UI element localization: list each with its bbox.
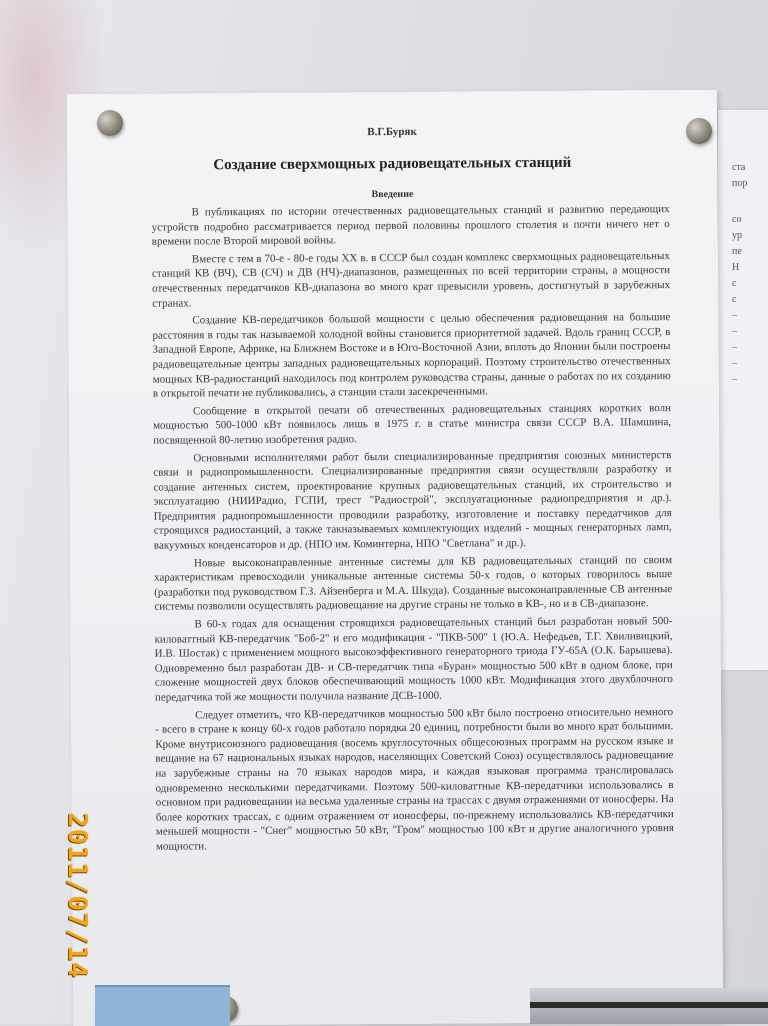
fragment: Н [732,262,740,273]
fragment: – [732,310,737,321]
document-body [68,202,723,855]
paragraph: Новые высоконаправленные антенные системы для КВ радиовещательных станций по своим характеристикам превосходили уникальные антенные системы 50-х годов, о которых говорилось выше (разработки под руководством Г.З. Айзенберга и М.А. Шкуда). Созданные высоконаправленные СВ антенные системы позволили осуществлять радиовещание на другие страны не только в КВ-, но и в СВ-диапазоне. [154,553,673,614]
adjacent-sheet [718,110,768,670]
fragment: пор [732,178,748,189]
paragraph: В публикациях по истории отечественных радиовещательных станций и развитию передающих устройств подробно рассматривается период первой половины прошлого столетия и почти ничего нет о времени после Второй мировой войны. [151,203,670,248]
fragment: с [732,294,737,305]
author: В.Г.Буряк [367,125,417,139]
fragment: ста [732,162,746,173]
paragraph: Сообщение в открытой печати об отечественных радиовещательных станциях коротких волн мощностью 500-1000 кВт появилось лишь в 1975 г. в статье министра связи СССР В.А. Шамшина, посвященной 80-летию изобретения радио. [153,401,672,447]
fragment: – [732,326,737,337]
fragment: со [732,214,742,225]
pushpin-icon [686,118,712,144]
fragment: с [732,278,737,289]
paragraph: Основными исполнителями работ были специализированные предприятия союзных министерств связи и радиопромышленности. Специализированные предприятия связи осуществляли разработку и создание антенных систем, проектирование крупных радиовещательных станций, их строительство и эксплуатацию (НИИРадио, ГСПИ, трест "Радиострой", эксплуатационные радиопредприятия и др.). Предприятия радиопромышленности проводили разработку, изготовление и поставку передатчиков для строящихся радиостанций, а также такназываемых комплектующих изделий - мощных генераторных ламп, вакуумных конденсаторов и др. (НПО им. Коминтерна, НПО "Светлана" и др.). [153,448,672,552]
paragraph: Следует отметить, что КВ-передатчиков мощностью 500 кВт было построено относительно немного - всего в стране к концу 60-х годов работало порядка 20 единиц, потребности были во много крат большими. Кроме внутрисоюзного радиовещания (восемь круглосуточных общесоюзных программ на русском языке и вещание на 67 национальных языках народов, населяющих Советский Союз) осуществлялось радиовещание на зарубежные страны на 70 языках народов мира, и каждая языковая программа транслировалась одновременно несколькими передатчиками. Поэтому 500-киловаттные КВ-передатчики использовались в основном при радиовещании на весьма удаленные страны на трассах с двумя отражениями от ионосферы. На более коротких трассах, с одним отражением от ионосферы, по-прежнему использовались КВ-передатчики меньшей мощности - "Снег" мощностью 50 кВт, "Гром" мощностью 100 кВт и другие аналогичного уровня мощности. [155,705,674,853]
fragment: – [732,374,737,385]
blue-card [95,985,230,1026]
document-sheet [67,90,723,1026]
section-heading: Введение [371,188,414,201]
paragraph: Создание КВ-передатчиков большой мощности с целью обеспечения радиовещания на большие расстояния в годы так называемой холодной войны становится приоритетной задачей. Вдоль границ СССР, в Западной Европе, Африке, на Ближнем Востоке и в Юго-Восточной Азии, вплоть до Японии были построены радиовещательные центры западных радиовещательных корпораций. Поэтому строительство отечественных мощных КВ-радиостанций находилось под контролем руководства страны, данные о работах по их созданию в открытой печати не публиковались, а станции стали засекреченными. [152,311,671,400]
fragment: – [732,358,737,369]
document-title: Создание сверхмощных радиовещательных станций [213,154,572,174]
fragment: – [732,342,737,353]
bottom-photo [530,988,768,1024]
paragraph: Вместе с тем в 70-е - 80-е годы XX в. в СССР был создан комплекс сверхмощных радиовещательных станций КВ (ВЧ), СВ (СЧ) и ДВ (НЧ)-диапазонов, размещенных по всей территории страны, а мощности отечественных передатчиков КВ-диапазона во много крат превысили уровень, достигнутый в зарубежных странах. [151,249,671,310]
paragraph: В 60-х годах для оснащения строящихся радиовещательных станций был разработан новый 500-киловаттный КВ-передатчик "Боб-2" и его модификация - "ПКВ-500" 1 (Ю.А. Нефедьев, Т.Г. Хвиливицкий, И.В. Шостак) с применением мощного высокоэффективного генераторного триода ГУ-65А (О.К. Барышева). Одновременно был разработан ДВ- и СВ-передатчик типа «Буран» мощностью 500 кВт в одном блоке, при сложение мощностей двух блоков обеспечивающий мощность 1000 кВт. Модификация этого двухблочного передатчика той же мощности получила название ДСВ-1000. [154,615,673,704]
fragment: пе [732,246,742,257]
pushpin-icon [97,110,123,136]
date-stamp: 2011/07/14 [62,812,92,979]
fragment: ур [732,230,742,241]
